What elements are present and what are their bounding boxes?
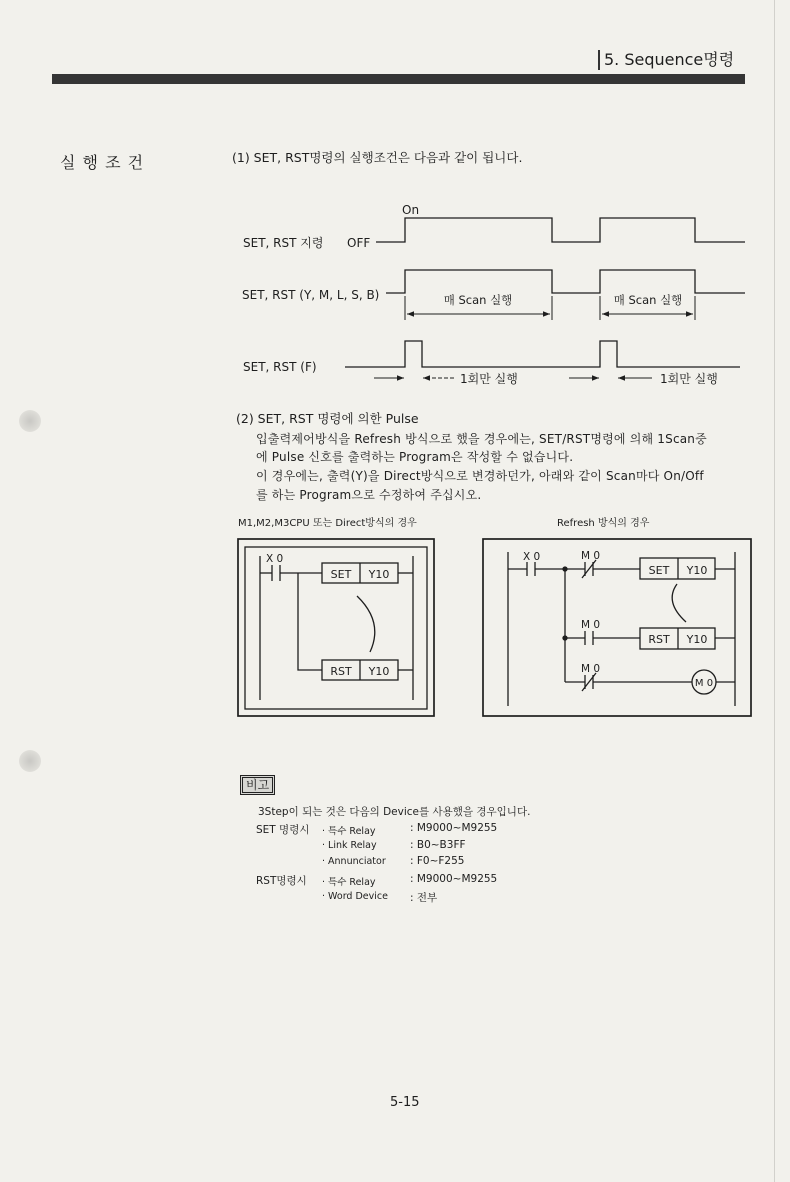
contact-label: X 0 [266,553,284,565]
note-device: · Annunciator [322,856,386,867]
pulse-title: (2) SET, RST 명령에 의한 Pulse [236,411,419,426]
refresh-ladder-caption: Refresh 방식의 경우 [557,518,650,529]
instruction-label: SET [648,564,670,577]
device-waveform [386,270,745,293]
device-label: Y10 [368,665,390,678]
direct-ladder-outer-frame [238,539,434,716]
once-label: 1회만 실행 [660,372,718,386]
contact-label: M 0 [581,663,601,675]
branch-wire [298,573,322,670]
timing-diagram [0,195,790,395]
omission-curve [672,584,686,622]
f-label: SET, RST (F) [243,360,317,374]
item1-text: (1) SET, RST명령의 실행조건은 다음과 같이 됩니다. [232,150,523,165]
instruction-label: SET [330,568,352,581]
scan-edge [774,0,775,1182]
page-number: 5-15 [390,1095,420,1110]
punch-hole [19,410,41,432]
off-label: OFF [347,236,371,250]
punch-hole [19,750,41,772]
note-value: : B0~B3FF [410,839,466,851]
junction-dot [563,567,567,571]
pulse-paragraph-line: 에 Pulse 신호를 출력하는 Program은 작성할 수 없습니다. [256,450,574,464]
note-tag: 비고 [240,775,275,795]
omission-curve [357,596,375,652]
note-group-label: SET 명령시 [256,824,310,836]
x0-contact [260,565,322,581]
note-intro: 3Step이 되는 것은 다음의 Device를 사용했을 경우입니다. [258,806,531,818]
note-value: : M9000~M9255 [410,873,498,885]
ladder-diagrams [237,537,755,719]
note-device: · 특수 Relay [322,877,376,888]
conditions-heading: 실 행 조 건 [60,153,145,172]
contact-label: M 0 [581,619,601,631]
note-value: : 전부 [410,892,438,904]
device-label: Y10 [368,568,390,581]
note-device: · Word Device [322,891,388,902]
coil-label: M 0 [694,678,714,689]
pulse-paragraph-line: 입출력제어방식을 Refresh 방식으로 했을 경우에는, SET/RST명령에 의해 1Scan중 [256,432,707,446]
direct-ladder [238,539,434,716]
every-scan-label: 매 Scan 실행 [613,293,683,307]
contact-label: X 0 [523,551,541,563]
note-device: · Link Relay [322,840,377,851]
instruction-label: RST [648,633,670,646]
header-rule [52,74,745,84]
instruction-label: RST [330,665,352,678]
device-label: SET, RST (Y, M, L, S, B) [242,288,380,302]
pulse-paragraph-line: 이 경우에는, 출력(Y)을 Direct방식으로 변경하던가, 아래와 같이 Scan마다 On/Off [256,469,704,483]
contact-label: M 0 [581,550,601,562]
note-group-label: RST명령시 [256,875,307,887]
command-label: SET, RST 지령 [243,236,324,250]
pulse-paragraph-line: 를 하는 Program으로 수정하여 주십시오. [256,488,482,502]
device-label: Y10 [686,633,708,646]
command-waveform [376,218,745,242]
direct-ladder-caption: M1,M2,M3CPU 또는 Direct방식의 경우 [238,518,417,529]
on-label: On [402,203,420,217]
note-value: : M9000~M9255 [410,822,498,834]
refresh-ladder [483,539,751,716]
device-label: Y10 [686,564,708,577]
note-value: : F0~F255 [410,855,465,867]
every-scan-label: 매 Scan 실행 [443,293,513,307]
once-label: 1회만 실행 [460,372,518,386]
f-waveform [345,341,740,367]
note-device: · 특수 Relay [322,826,376,837]
section-title: 5. Sequence명령 [598,50,734,70]
